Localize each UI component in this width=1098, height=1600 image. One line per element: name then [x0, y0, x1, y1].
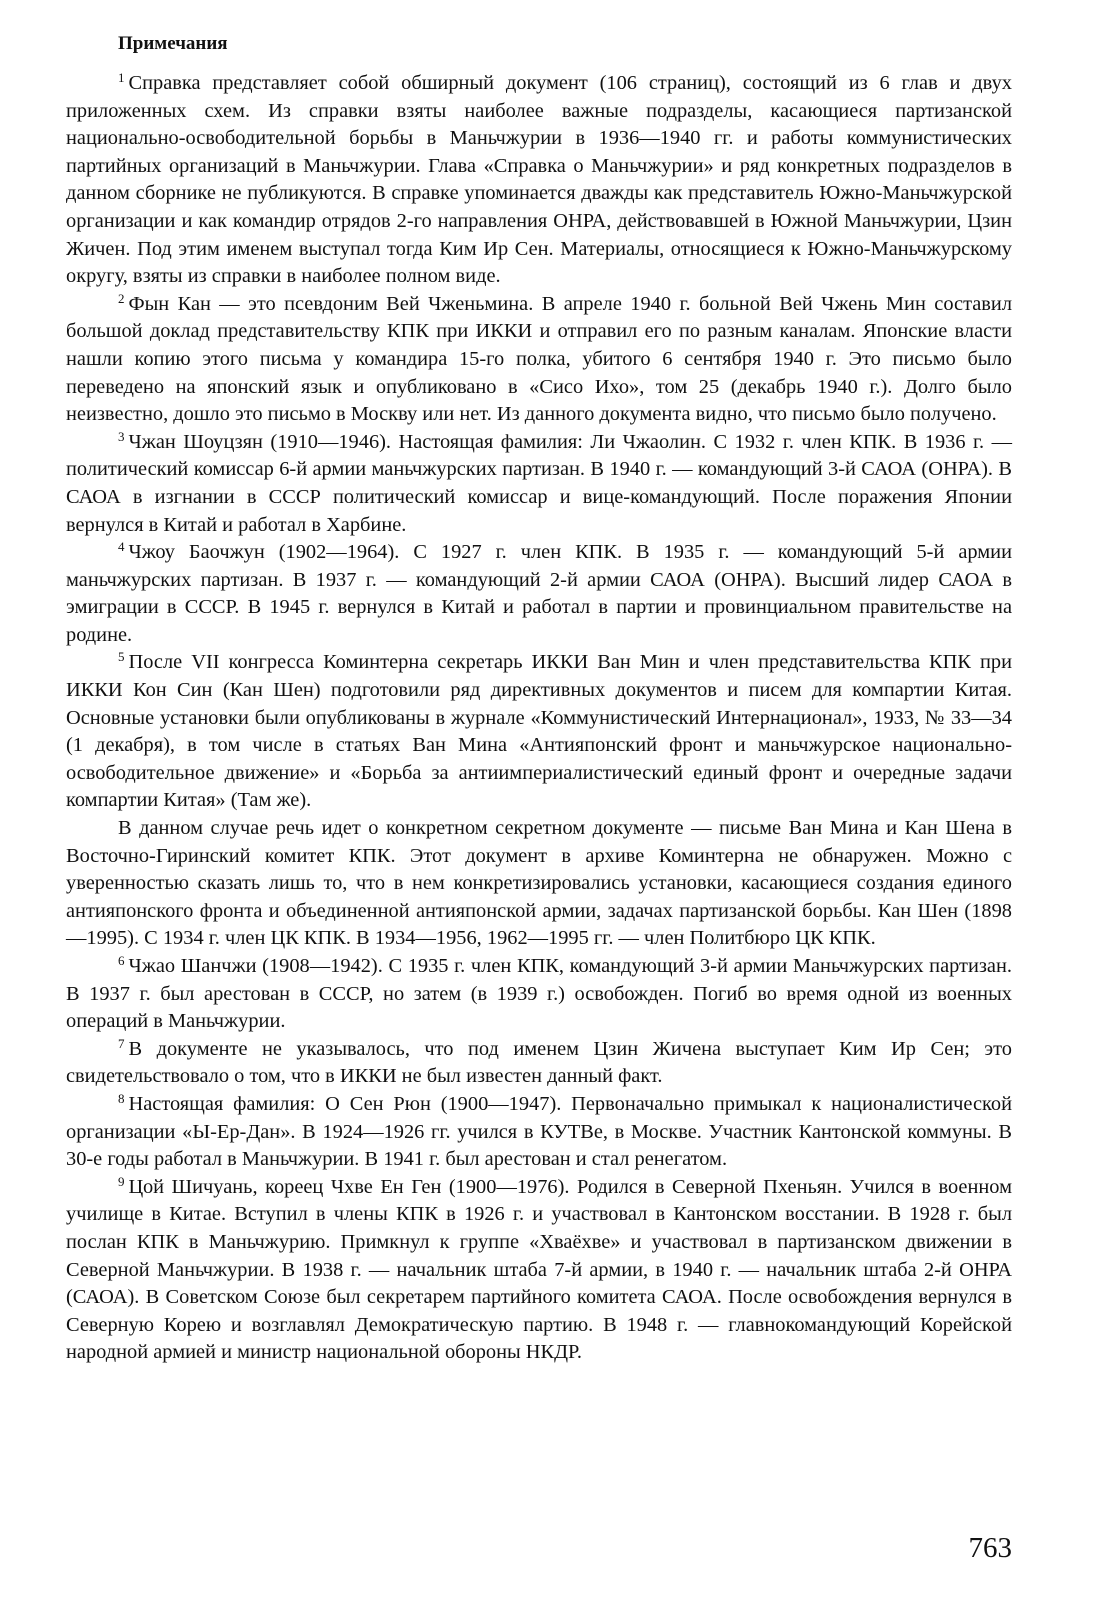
note-3 — [66, 429, 1012, 539]
page-number: 763 — [968, 1532, 1012, 1564]
note-text: Цой Шичуань, кореец Чхве Ен Ген (1900—1976). Родился в Северной Пхеньян. Учился в военном училище в Китае. Вступил в члены КПК в 1926 г. и участвовал в Кантонском восстании. В 1928 г. был послан КПК в Маньчжурию. Примкнул к группе «Хваёхве» и участвовал в партизанском движении в Северной Маньчжурии. В 1938 г. — начальник штаба 7-й армии, в 1940 г. — начальник штаба 2-й ОНРА (САОА). В Советском Союзе был секретарем партийного комитета САОА. После освобождения вернулся в Северную Корею и возглавлял Демократическую партию. В 1948 г. — главнокомандующий Корейской народной армией и министр национальной обороны НКДР. — [66, 1175, 1012, 1364]
note-text: Фын Кан — это псевдоним Вей Чженьмина. В апреле 1940 г. больной Вей Чжень Мин составил большой доклад представительству КПК при ИККИ и отправил его по разным каналам. Японские власти нашли копию этого письма у командира 15-го полка, убитого 6 сентября 1940 г. Это письмо было переведено на японский язык и опубликовано в «Сисо Ихо», том 25 (декабрь 1940 г.). Долго было неизвестно, дошло это письмо в Москву или нет. Из данного документа видно, что письмо было получено. — [66, 292, 1012, 426]
note-number: 6 — [118, 953, 125, 968]
note-5 — [66, 649, 1012, 815]
note-number: 2 — [118, 290, 125, 306]
note-number: 9 — [118, 1173, 125, 1189]
note-text: Чжао Шанчжи (1908—1942). С 1935 г. член КПК, командующий 3-й армии Маньчжурских партизан. В 1937 г. был арестован в СССР, но затем (в 1939 г.) освобожден. Погиб во время одной из военных операций в Маньчжурии. — [66, 955, 1012, 1033]
note-text: Справка представляет собой обширный документ (106 страниц), состоящий из 6 глав и двух приложенных схем. Из справки взяты наиболее важные подразделы, касающиеся партизанской национально-освободительной борьбы в Маньчжурии в 1936—1940 гг. и работы коммунистических партийных организаций в Маньчжурии. Глава «Справка о Маньчжурии» и ряд конкретных подразделов в данном сборнике не публикуются. В справке упоминается дважды как представитель Южно-Маньчжурской организации и как командир отрядов 2-го направления ОНРА, действовавшей в Южной Маньчжурии, Цзин Жичен. Под этим именем выступал тогда Ким Ир Сен. Материалы, относящиеся к Южно-Маньчжурскому округу, взяты из справки в наиболее полном виде. — [66, 72, 1012, 288]
note-5-continuation — [66, 815, 1012, 953]
note-8 — [66, 1091, 1012, 1174]
note-1 — [66, 70, 1012, 291]
note-number: 1 — [118, 70, 125, 85]
note-text: В данном случае речь идет о конкретном секретном документе — письме Ван Мина и Кан Шена в Восточно-Гиринский комитет КПК. Этот документ в архиве Коминтерна не обнаружен. Можно с уверенностью сказать лишь то, что в нем конкретизировались установки, касающиеся создания единого антияпонского фронта и объединенной антияпонской армии, задачах партизанской борьбы. Кан Шен (1898—1995). С 1934 г. член ЦК КПК. В 1934—1956, 1962—1995 гг. — член Политбюро ЦК КПК. — [66, 817, 1012, 950]
note-text: В документе не указывалось, что под именем Цзин Жичена выступает Ким Ир Сен; это свидетельствовало о том, что в ИККИ не был известен данный факт. — [66, 1037, 1012, 1088]
note-text: После VII конгресса Коминтерна секретарь ИККИ Ван Мин и член представительства КПК при ИККИ Кон Син (Кан Шен) подготовили ряд директивных документов и писем для компартии Китая. Основные установки были опубликованы в журнале «Коммунистический Интернационал», 1933, № 33—34 (1 декабря), в том числе в статьях Ван Мина «Антияпонский фронт и маньчжурское национально-освободительное движение» и «Борьба за антиимпериалистический единый фронт и очередные задачи компартии Китая» (Там же). — [66, 651, 1012, 812]
note-number: 4 — [118, 539, 125, 555]
note-9 — [66, 1174, 1012, 1367]
page-content — [66, 30, 1012, 1367]
note-number: 5 — [118, 649, 125, 665]
note-4 — [66, 539, 1012, 649]
note-2 — [66, 291, 1012, 429]
note-number: 3 — [118, 428, 125, 444]
note-7 — [66, 1036, 1012, 1091]
note-text: Чжоу Баочжун (1902—1964). С 1927 г. член КПК. В 1935 г. — командующий 5-й армии маньчжурских партизан. В 1937 г. — командующий 2-й армии САОА (ОНРА). Высший лидер САОА в эмиграции в СССР. В 1945 г. вернулся в Китай и работал в партии и провинциальном правительстве на родине. — [66, 541, 1012, 646]
note-number: 7 — [118, 1035, 125, 1051]
note-6 — [66, 953, 1012, 1036]
note-number: 8 — [118, 1090, 125, 1106]
note-text: Чжан Шоуцзян (1910—1946). Настоящая фамилия: Ли Чжаолин. С 1932 г. член КПК. В 1936 г. — политический комиссар 6-й армии маньчжурских партизан. В 1940 г. — командующий 3-й САОА (ОНРА). В САОА в изгнании в СССР политический комиссар и вице-командующий. После поражения Японии вернулся в Китай и работал в Харбине. — [66, 430, 1012, 536]
note-text: Настоящая фамилия: О Сен Рюн (1900—1947). Первоначально примыкал к националистической организации «Ы-Ер-Дан». В 1924—1926 гг. учился в КУТВе, в Москве. Участник Кантонской коммуны. В 30-е годы работал в Маньчжурии. В 1941 г. был арестован и стал ренегатом. — [66, 1092, 1012, 1171]
notes-heading: Примечания — [118, 33, 228, 54]
